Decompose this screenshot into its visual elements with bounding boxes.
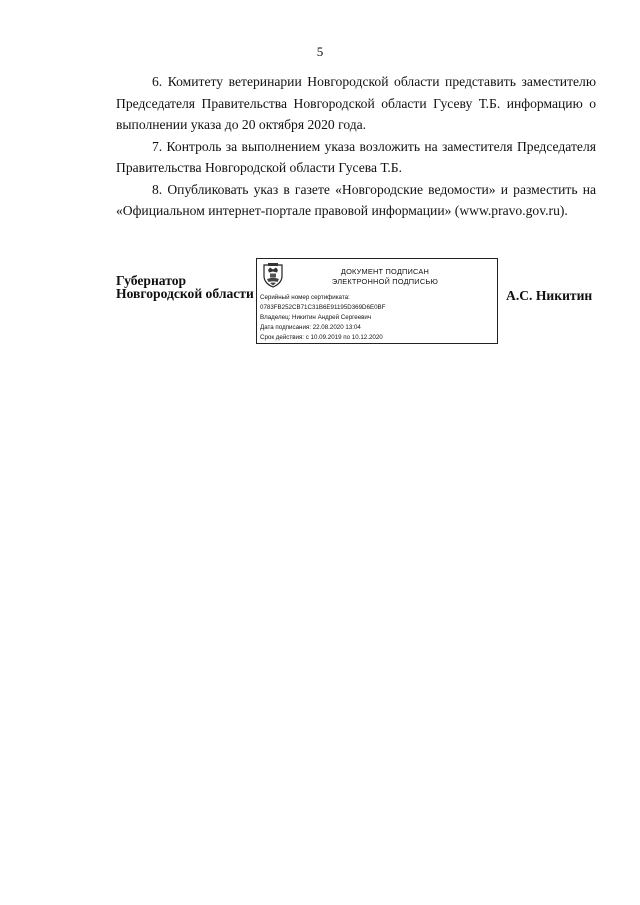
electronic-signature-stamp [256,258,498,344]
coat-of-arms-icon [262,262,284,288]
paragraph-6: 6. Комитету ветеринарии Новгородской области представить заместителю Председателя Правительства Новгородской области Гусеву Т.Б. информацию о выполнении указа до 20 октября 2020 года. [116,74,596,132]
signer-title [116,274,254,300]
signer-title-line2: Новгородской области [116,286,254,301]
stamp-serial: 0783FB252CB71C31B6E91195D369D6E0BF [260,304,386,311]
signer-title-line1: Губернатор [116,273,187,288]
stamp-validity: Срок действия: с 10.09.2019 по 10.12.2020 [260,334,383,341]
stamp-heading-line2: ЭЛЕКТРОННОЙ ПОДПИСЬЮ [331,276,439,286]
signer-name: А.С. Никитин [506,288,593,303]
paragraph-7: 7. Контроль за выполнением указа возложить на заместителя Председателя Правительства Новгородской области Гусева Т.Б. [116,138,596,175]
stamp-owner: Владелец: Никитин Андрей Сергеевич [260,314,372,321]
paragraph-8: 8. Опубликовать указ в газете «Новгородские ведомости» и разместить на «Официальном интернет-портале правовой информации» (www.pravo.gov.ru). [116,181,596,218]
decree-body [116,71,596,222]
stamp-heading-line1: ДОКУМЕНТ ПОДПИСАН [340,267,430,276]
stamp-signed-date: Дата подписания: 22.08.2020 13:04 [260,324,361,331]
page-number: 5 [316,44,324,59]
stamp-serial-label: Серийный номер сертификата: [260,294,350,301]
